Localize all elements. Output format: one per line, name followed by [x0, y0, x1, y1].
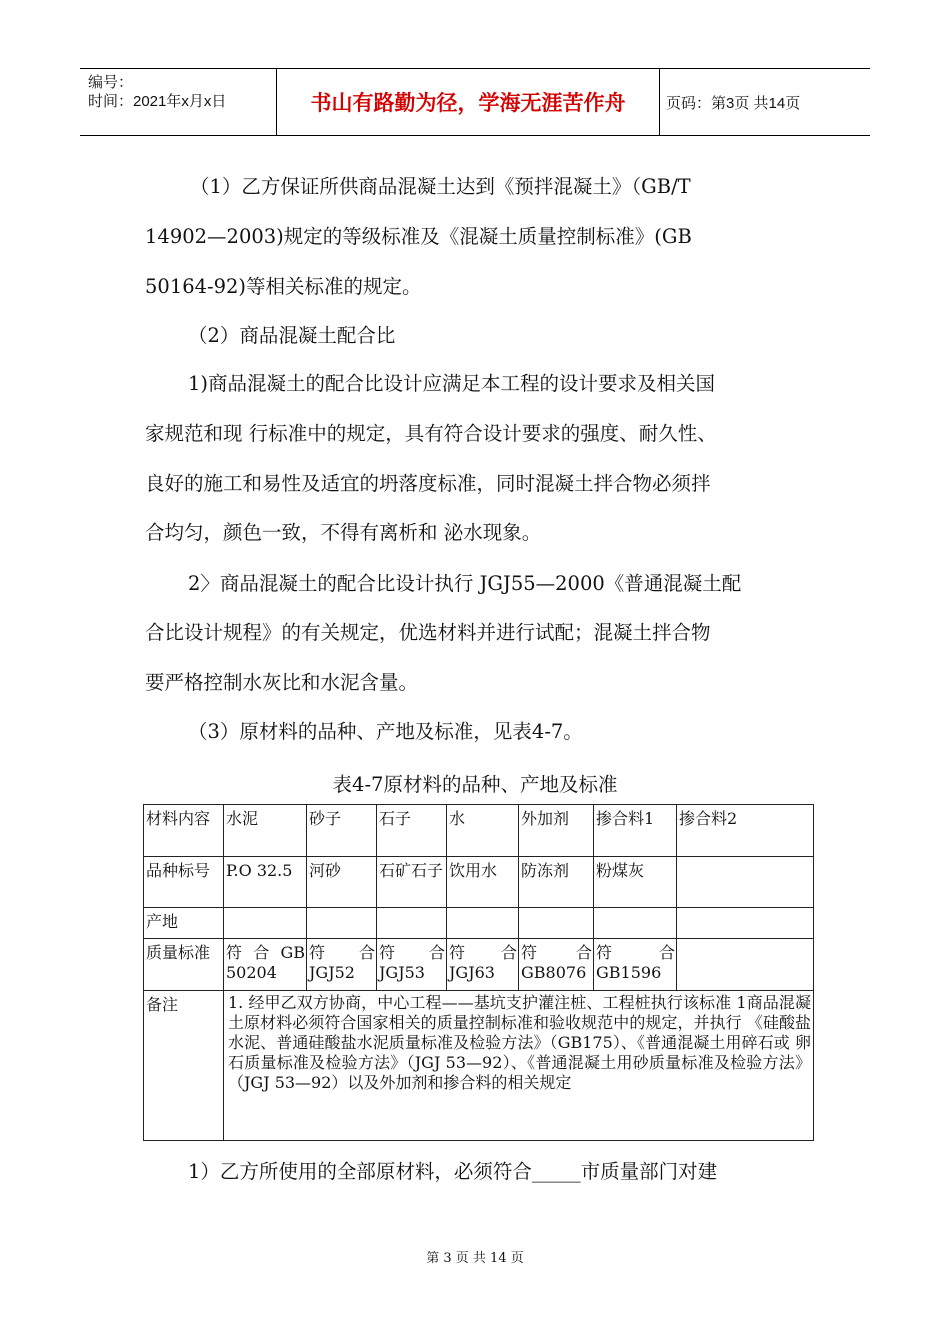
table-cell	[519, 908, 594, 939]
remarks-text: 1. 经甲乙双方协商，中心工程——基坑支护灌注桩、工程桩执行该标准 1商品混凝土原材料必须符合国家相关的质量控制标准和验收规范中的规定，并执行 《硅酸盐水泥、普通硅酸盐水泥质量标准及检验方法》（GB175）、《普通混凝土用碎石或 卵石质量标准及检验方法》（JGJ 53—92）、《普通混凝土用砂质量标准及检验方法》（JGJ 53—92）以及外加剂和掺合料的相关规定	[224, 991, 814, 1141]
table-cell	[594, 908, 677, 939]
page-footer: 第 3 页 共 14 页	[426, 1251, 524, 1266]
table-cell: 砂子	[307, 805, 377, 857]
table-cell: 河砂	[307, 857, 377, 908]
table-cell: 掺合料2	[677, 805, 814, 857]
paragraph-6: 1）乙方所使用的全部原材料，必须符合_____市质量部门对建	[188, 1160, 718, 1183]
standard-line: 符 合	[596, 943, 675, 962]
standard-line: 符 合	[309, 943, 375, 962]
standard-code: JGJ63	[449, 963, 495, 982]
table-cell: 石矿石子	[377, 857, 447, 908]
standard-code: 50204	[226, 963, 277, 982]
document-number-label: 编号：	[88, 74, 134, 91]
standard-code: GB1596	[596, 963, 662, 982]
paragraph-1-line-2: 14902—2003)规定的等级标准及《混凝土质量控制标准》(GB	[145, 225, 692, 248]
paragraph-4-line-3: 要严格控制水灰比和水泥含量。	[145, 671, 419, 694]
materials-table	[143, 804, 814, 1141]
table-row-variety	[144, 857, 814, 908]
header-page-number: 页码：第3页 共14页	[666, 94, 801, 112]
table-cell: 备注	[144, 991, 224, 1141]
table-cell	[677, 857, 814, 908]
table-row-standard	[144, 939, 814, 991]
standard-line: 符 合	[521, 943, 592, 962]
paragraph-2: （2）商品混凝土配合比	[188, 324, 396, 347]
paragraph-3-line-4: 合均匀，颜色一致，不得有离析和 泌水现象。	[145, 521, 542, 544]
standard-code: JGJ53	[379, 963, 425, 982]
table-cell: 防冻剂	[519, 857, 594, 908]
table-cell	[377, 939, 447, 991]
header-meta	[88, 73, 226, 111]
paragraph-1-line-1: （1）乙方保证所供商品混凝土达到《预拌混凝土》（GB/T	[190, 175, 691, 198]
table-cell: 材料内容	[144, 805, 224, 857]
table-cell: 质量标准	[144, 939, 224, 991]
table-row-origin	[144, 908, 814, 939]
table-cell	[677, 939, 814, 991]
table-cell: 水	[447, 805, 519, 857]
standard-code: JGJ52	[309, 963, 355, 982]
paragraph-3-line-3: 良好的施工和易性及适宜的坍落度标准，同时混凝土拌合物必须拌	[145, 472, 711, 495]
table-cell: 掺合料1	[594, 805, 677, 857]
table-cell: 石子	[377, 805, 447, 857]
table-cell: 水泥	[224, 805, 307, 857]
table-cell: 品种标号	[144, 857, 224, 908]
table-cell	[447, 939, 519, 991]
paragraph-1-line-3: 50164-92)等相关标准的规定。	[145, 275, 422, 298]
paragraph-4-line-1: 2〉商品混凝土的配合比设计执行 JGJ55—2000《普通混凝土配	[188, 572, 742, 595]
table-cell: 产地	[144, 908, 224, 939]
table-cell	[447, 908, 519, 939]
table-cell: 粉煤灰	[594, 857, 677, 908]
paragraph-5: （3）原材料的品种、产地及标准，见表4-7。	[188, 720, 583, 743]
standard-code: GB8076	[521, 963, 587, 982]
table-cell	[224, 908, 307, 939]
table-row-remarks	[144, 991, 814, 1141]
paragraph-3-line-2: 家规范和现 行标准中的规定，具有符合设计要求的强度、耐久性、	[145, 422, 717, 445]
paragraph-3-line-1: 1)商品混凝土的配合比设计应满足本工程的设计要求及相关国	[188, 372, 716, 395]
document-time-label: 时间：2021年x月x日	[88, 93, 227, 110]
table-cell	[224, 939, 307, 991]
header-motto: 书山有路勤为径，学海无涯苦作舟	[276, 69, 660, 135]
table-header-row	[144, 805, 814, 857]
table-cell	[377, 908, 447, 939]
table-cell	[677, 908, 814, 939]
table-cell	[307, 908, 377, 939]
table-cell: 外加剂	[519, 805, 594, 857]
table-cell: 饮用水	[447, 857, 519, 908]
paragraph-4-line-2: 合比设计规程》的有关规定，优选材料并进行试配；混凝土拌合物	[145, 621, 711, 644]
table-cell	[519, 939, 594, 991]
table-cell	[307, 939, 377, 991]
table-caption: 表4-7原材料的品种、产地及标准	[332, 773, 618, 796]
table-cell: P.O 32.5	[224, 857, 307, 908]
page-header	[80, 68, 870, 136]
standard-line: 符 合	[379, 943, 445, 962]
standard-line: 符 合	[449, 943, 517, 962]
table-cell	[594, 939, 677, 991]
standard-line: 符 合 GB	[226, 943, 305, 962]
